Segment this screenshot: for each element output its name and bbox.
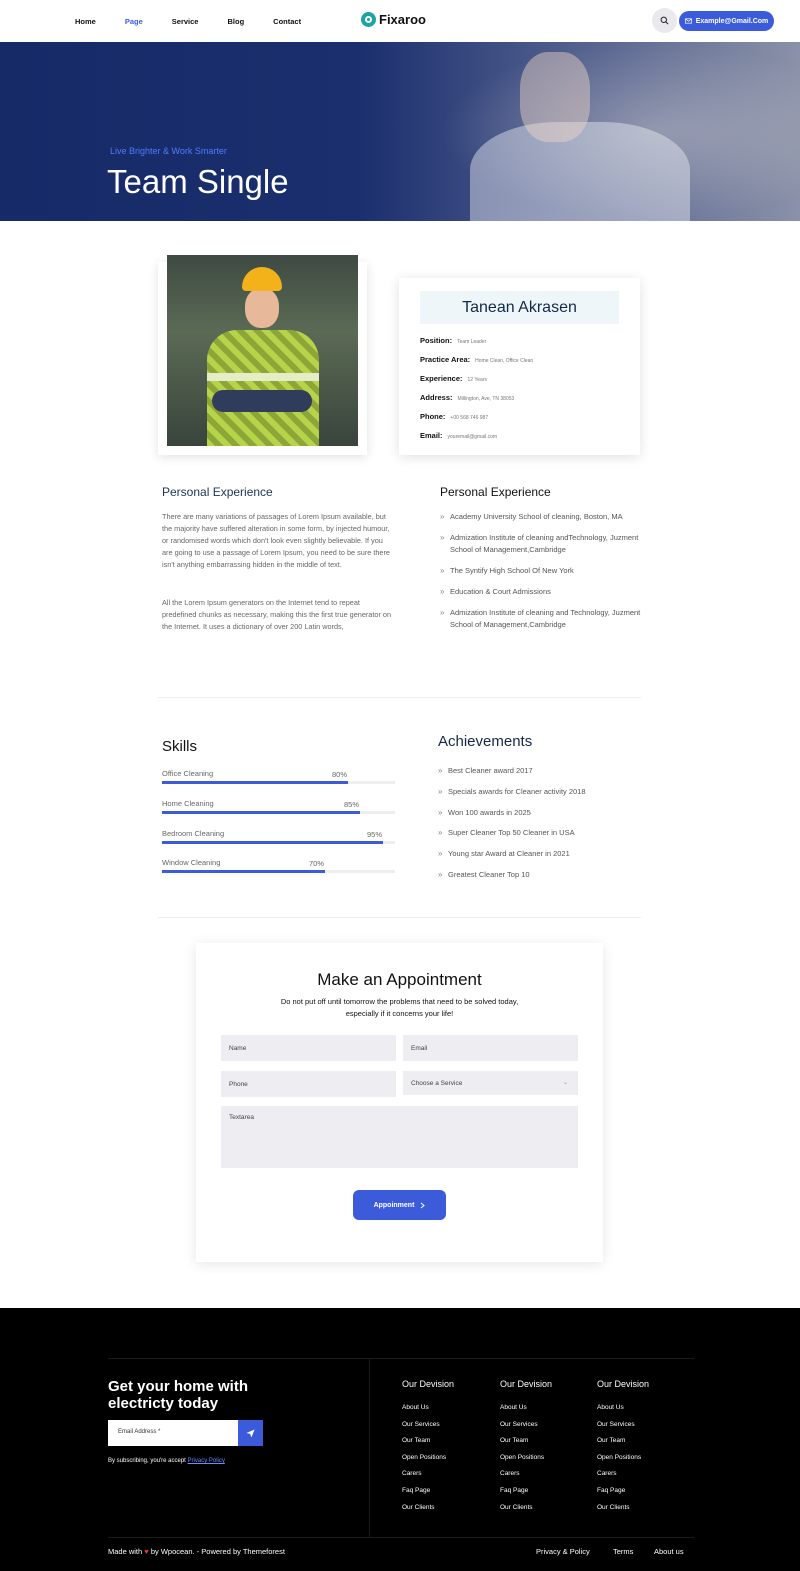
newsletter-email-input[interactable]: Email Address * [108,1420,238,1446]
experience-right-heading: Personal Experience [440,485,551,499]
chevron-down-icon: ⌄ [562,1080,568,1086]
skill-track [162,841,395,844]
chevron-double-right-icon: » [438,849,443,859]
experience-paragraph-2: All the Lorem Ipsum generators on the Internet tend to repeat predefined chunks as necessary, making this the first true generator on the Internet. It uses a dictionary of over 200 Latin words, [162,598,392,631]
nav-home[interactable]: Home [75,16,96,26]
chevron-double-right-icon: » [438,869,443,879]
list-item: » Education & Court Admissions [440,587,551,596]
chevron-double-right-icon: » [440,608,445,617]
footer-credits: Made with ♥ by Wpocean. - Powered by Themeforest [108,1547,285,1556]
name-field[interactable]: Name [221,1035,396,1061]
footer-link-clients[interactable]: Our Clients [597,1503,630,1511]
footer-link-positions[interactable]: Open Positions [500,1453,545,1461]
footer-column-heading: Our Devision [402,1379,455,1389]
footer-column-3 [597,1379,649,1520]
terms-link[interactable]: Terms [613,1547,634,1556]
appointment-form [196,943,603,1262]
hero-photo-worker-body [470,122,690,221]
phone-field[interactable]: Phone [221,1071,396,1097]
list-item: » Academy University School of cleaning, Boston, MA [440,512,623,521]
footer-divider [108,1537,694,1538]
footer-link-clients[interactable]: Our Clients [402,1503,435,1511]
footer-column-1 [402,1379,454,1520]
chevron-double-right-icon: » [440,587,445,596]
service-select-value: Choose a Service [411,1080,463,1087]
page: Home Page Service Blog Contact Fixaroo Example@Gmail.Com Live Brighter & Work Smarter Team Single Tanean Akrasen Position: Team Leader Practice Area: Home Clean, Office Clean Experience: 12 Years Address: Millington, Ave, TN 38053 Phone: +00 568 746 987 Email: youremail@gmail.com Personal Experience There are many variations of passages of Lorem Ipsum available, but the majority have suffered alteration in some form, by injected humour, or randomised words which don't look even slightly believable. If you are going to use a passage of Lorem Ipsum, you need to be sure there isn't anything embarrassing hidden in the middle of text. All the Lorem Ipsum generators on the Internet tend to repeat predefined chunks as necessary, making this the first true generator on the Internet. It uses a dictionary of over 200 Latin words, Personal Experience » Academy University School of cleaning, Boston, MA » Admization Institute of cleaning andTechnology, Juzment School of Management,Cambridge » The Syntify High School Of New York » Education & Court Admissions » Admization Institute of cleaning and Technology, Juzment School of Management,Cambridge Skills Office Cleaning 80% Home Cleaning 85% Bedroom Cleaning 95% Window Cleaning 70% Achievements » Best Cleaner award 2017 » Specials awards for Cleaner activity 2018 » Won 100 awards in 2025 » Super Cleaner Top 50 Cleaner in USA » Young star Award at Cleaner in 2021 » Greatest Cleaner Top 10 Make an Appointment Do not put off until tomorrow the problems that need to be solved today, especially if it concerns your life! Name Email Phone Choose a Service ⌄ Textarea Appoinment Get your home with electricty today Email Address * By subscribing, you're accept Privacy Policy Our Devision About Us Our Services Our Team Open Positions Carers Faq Page Our Clients Our Devision About Us Our Services Our Team Open Positions Carers Faq Page Our Clients Our Devision About Us Our Services Our Team Open Positions Carers Faq Page Our Clients Made with ♥ by Wpocean. - Powered by Themeforest Privacy & Policy Terms About us [0,0,800,1571]
about-us-link[interactable]: About us [654,1547,684,1556]
site-footer [0,1308,800,1571]
footer-link-clients[interactable]: Our Clients [500,1503,533,1511]
footer-link-about[interactable]: About Us [597,1404,624,1411]
hero-photo-worker-head [520,52,590,142]
list-item: » Super Cleaner Top 50 Cleaner in USA [438,828,575,838]
main-nav [75,0,330,42]
list-item: » Admization Institute of cleaning andTechnology, Juzment School of Management,Cambridge [440,533,639,554]
send-icon [246,1429,255,1438]
achievements-heading: Achievements [438,733,533,750]
info-row-position: Position: Team Leader [420,336,487,345]
footer-tagline: Get your home with electricty today [108,1378,249,1412]
footer-link-team[interactable]: Our Team [500,1437,529,1445]
list-item: » Greatest Cleaner Top 10 [438,869,530,879]
appointment-button-label: Appoinment [373,1201,415,1209]
info-row-phone: Phone: +00 568 746 987 [420,412,489,421]
chevron-right-icon [420,1202,425,1209]
site-header [0,0,800,42]
chevron-double-right-icon: » [440,533,445,542]
chevron-double-right-icon: » [440,512,445,521]
photo-vest [207,330,319,446]
appointment-title: Make an Appointment [317,970,482,989]
footer-link-about[interactable]: About Us [500,1404,527,1411]
info-row-practice-area: Practice Area: Home Clean, Office Clean [420,355,534,364]
chevron-double-right-icon: » [440,566,445,575]
chevron-double-right-icon: » [438,766,443,775]
footer-link-faq[interactable]: Faq Page [500,1486,529,1494]
footer-link-carers[interactable]: Carers [597,1470,617,1478]
logo-text: Fixaroo [379,12,426,27]
footer-link-faq[interactable]: Faq Page [597,1486,626,1494]
footer-link-services[interactable]: Our Services [597,1420,635,1428]
skill-fill [162,781,348,784]
hero-kicker: Live Brighter & Work Smarter [110,146,227,156]
list-item: » Won 100 awards in 2025 [438,807,531,817]
footer-link-team[interactable]: Our Team [597,1437,626,1445]
search-button[interactable] [652,8,677,33]
logo[interactable] [361,12,426,27]
profile-name: Tanean Akrasen [420,291,619,324]
skill-track [162,870,395,873]
service-select[interactable] [403,1071,578,1095]
footer-link-services[interactable]: Our Services [500,1420,538,1428]
skill-fill [162,841,383,844]
list-item: » Young star Award at Cleaner in 2021 [438,849,570,859]
footer-link-positions[interactable]: Open Positions [597,1453,642,1461]
list-item: » Specials awards for Cleaner activity 2018 [438,786,586,796]
nav-service[interactable]: Service [171,16,199,26]
achievements-list [438,765,648,881]
info-row-address: Address: Millington, Ave, TN 38053 [420,393,515,402]
photo-arms [212,390,312,412]
education-list [440,511,645,631]
footer-column-heading: Our Devision [500,1379,553,1389]
section-divider [158,697,641,698]
profile-photo [167,255,358,446]
list-item: » The Syntify High School Of New York [440,566,574,575]
list-item: » Admization Institute of cleaning and Technology, Juzment School of Management,Cambridge [440,608,641,629]
message-textarea[interactable]: Textarea [221,1106,578,1168]
privacy-policy-footer-link[interactable]: Privacy & Policy [536,1547,590,1556]
appointment-subtitle: Do not put off until tomorrow the problems that need to be solved today, especially if it concerns your life! [280,997,519,1018]
photo-vest-stripe [207,373,319,381]
section-divider [158,917,641,918]
footer-link-positions[interactable]: Open Positions [402,1453,447,1461]
photo-face [245,288,279,328]
email-button-label: Example@Gmail.Com [695,17,769,25]
chevron-double-right-icon: » [438,786,443,796]
appointment-button[interactable] [353,1190,446,1220]
newsletter-submit-button[interactable] [238,1420,263,1446]
footer-link-faq[interactable]: Faq Page [402,1486,431,1494]
privacy-policy-link[interactable]: Privacy Policy [187,1458,225,1464]
footer-link-carers[interactable]: Carers [500,1470,520,1478]
mail-icon [685,18,692,24]
gear-icon [361,12,376,27]
profile-info-card [399,278,640,455]
chevron-double-right-icon: » [438,807,443,817]
hero-banner [0,42,800,221]
info-row-email: Email: youremail@gmail.com [420,431,498,440]
skill-track [162,781,395,784]
nav-page[interactable]: Page [124,16,143,26]
newsletter-consent: By subscribing, you're accept Privacy Policy [108,1458,225,1464]
footer-divider [369,1358,370,1538]
email-button[interactable] [679,11,774,31]
skill-fill [162,870,325,873]
page-title: Team Single [107,163,289,200]
heart-icon: ♥ [144,1547,149,1556]
search-icon [660,16,669,25]
info-row-experience: Experience: 12 Years [420,374,487,383]
nav-blog[interactable]: Blog [227,16,245,26]
skills-heading: Skills [162,738,198,755]
photo-helmet [242,267,282,291]
footer-link-team[interactable]: Our Team [402,1437,431,1445]
email-field[interactable]: Email [403,1035,578,1061]
nav-contact[interactable]: Contact [273,16,302,26]
experience-left-heading: Personal Experience [162,485,273,499]
footer-link-about[interactable]: About Us [402,1404,429,1411]
footer-column-2 [500,1379,552,1520]
footer-link-services[interactable]: Our Services [402,1420,440,1428]
skill-fill [162,811,360,814]
skill-track [162,811,395,814]
footer-column-heading: Our Devision [597,1379,650,1389]
experience-paragraph-1: There are many variations of passages of Lorem Ipsum available, but the majority have suffered alteration in some form, by injected humour, or randomised words which don't look even slightly believable. If you are going to use a passage of Lorem Ipsum, you need to be sure there isn't anything embarrassing hidden in the middle of text. [162,512,390,569]
footer-divider [108,1358,694,1359]
list-item: » Best Cleaner award 2017 [438,766,533,775]
footer-link-carers[interactable]: Carers [402,1470,422,1478]
chevron-double-right-icon: » [438,828,443,838]
